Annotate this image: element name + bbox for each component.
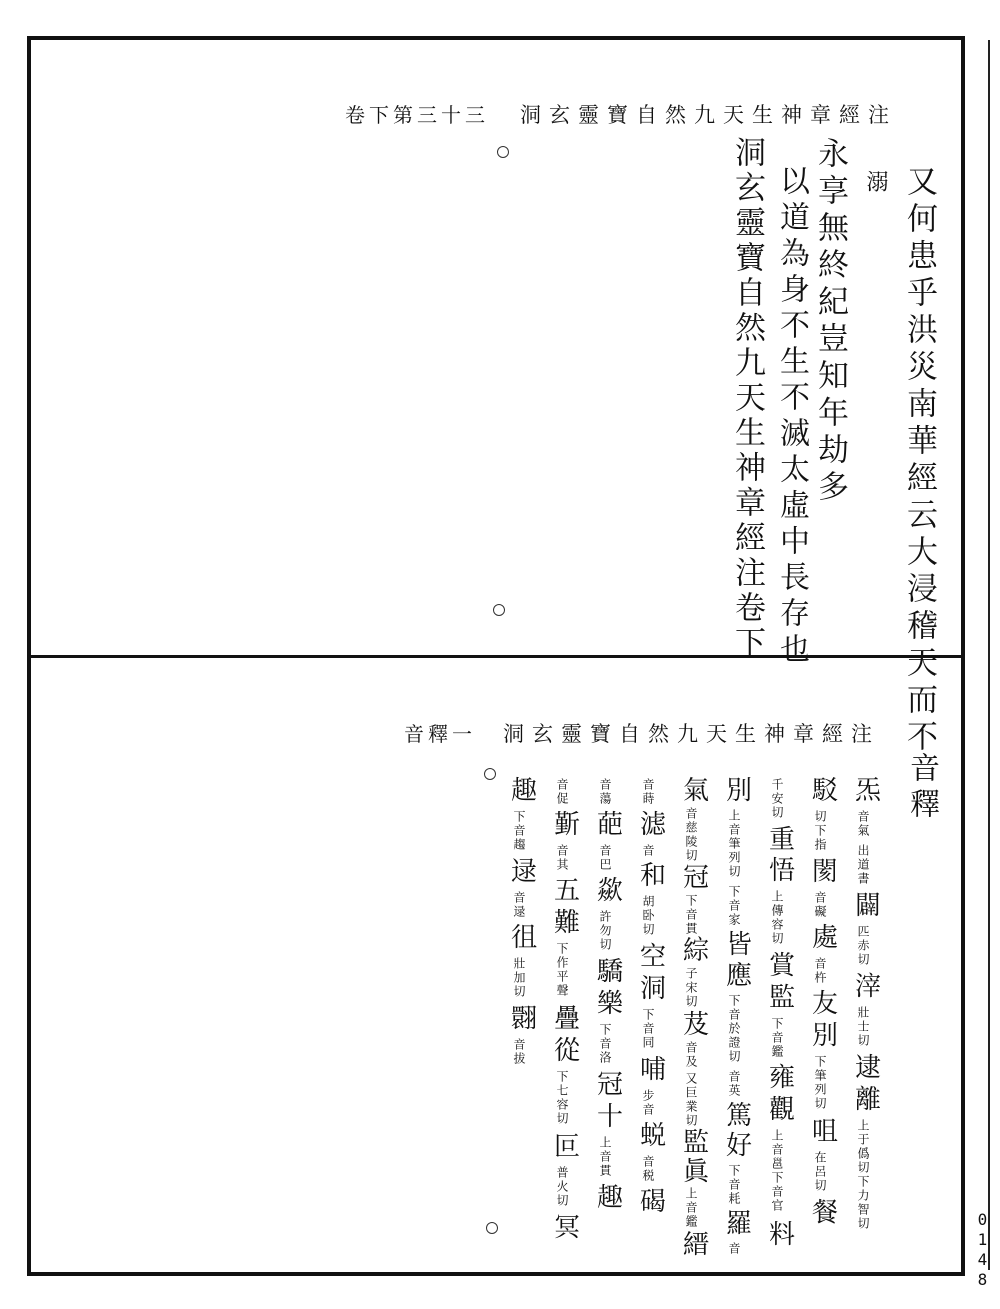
gloss-headword: 好 <box>726 1131 753 1162</box>
gloss-note: 音礙 <box>813 891 827 919</box>
gloss-note: 壯加切 <box>512 957 526 999</box>
gloss-note: 音氣 <box>856 810 870 838</box>
gloss-headword: 十 <box>597 1102 624 1132</box>
gloss-note: 下音耗 <box>727 1164 741 1207</box>
binding-hole <box>497 146 509 158</box>
gloss-headword: 空 <box>640 942 667 972</box>
gloss-headword: 哺 <box>640 1055 667 1085</box>
gloss-headword: 駁 <box>812 776 839 806</box>
gloss-headword: 冠 <box>597 1070 624 1100</box>
gloss-note: 上音貫 <box>598 1136 612 1178</box>
gloss-headword: 重 <box>769 824 796 855</box>
gloss-headword: 綜 <box>683 936 710 967</box>
gloss-headword: 叵 <box>554 1132 581 1162</box>
gloss-headword: 篤 <box>726 1100 753 1131</box>
page-divider <box>27 655 965 658</box>
gloss-note: 下音於證切 <box>727 993 741 1064</box>
gloss-headword: 冠 <box>683 862 710 893</box>
gloss-note: 音蒔 <box>641 778 655 806</box>
gloss-note: 匹赤切 <box>856 925 870 967</box>
gloss-note: 音蕩 <box>598 778 612 806</box>
binding-line <box>988 40 990 1270</box>
gloss-headword: 碣 <box>640 1187 667 1217</box>
gloss-headword: 閡 <box>812 857 839 887</box>
gloss-note: 上于僞切下力智切 <box>856 1119 870 1231</box>
gloss-headword: 歘 <box>597 876 624 906</box>
gloss-headword: 賞 <box>769 951 796 982</box>
gloss-headword: 和 <box>640 861 667 891</box>
gloss-note: 又巨業切 <box>684 1071 698 1128</box>
gloss-note: 下筆列切 <box>813 1055 827 1111</box>
gloss-headword: 監 <box>769 982 796 1013</box>
gloss-headword: 冥 <box>554 1213 581 1243</box>
gloss-headword: 處 <box>812 923 839 953</box>
text-column-5: 洞玄靈寶自然九天生神章經注卷下 <box>729 136 765 661</box>
gloss-headword: 別 <box>812 1021 839 1051</box>
gloss-note: 下作平聲 <box>555 942 569 998</box>
gloss-note: 子宋切 <box>684 967 698 1010</box>
section-title: 音釋 <box>904 752 939 824</box>
gloss-headword: 闢 <box>855 891 882 921</box>
gloss-note: 下音同 <box>641 1008 655 1050</box>
gloss-note: 步音 <box>641 1089 655 1117</box>
gloss-headword: 眞 <box>683 1156 710 1187</box>
top-header-volume: 卷下第三十三 <box>345 103 489 127</box>
gloss-headword: 餐 <box>812 1198 839 1228</box>
gloss-headword: 逯 <box>511 857 538 887</box>
gloss-note: 上傳容切 <box>770 889 784 946</box>
gloss-note: 音拔 <box>512 1038 526 1066</box>
gloss-note: 下音家 <box>727 884 741 927</box>
gloss-headword: 雍 <box>769 1063 796 1094</box>
gloss-note: 出道書 <box>856 844 870 886</box>
text-column-3: 永享無終紀豈知年劫多 <box>812 137 848 507</box>
gloss-headword: 趣 <box>597 1183 624 1213</box>
gloss-note: 在呂切 <box>813 1151 827 1193</box>
gloss-note: 許勿切 <box>598 910 612 952</box>
text-column-2: 溺 <box>863 170 888 198</box>
gloss-note: 普火切 <box>555 1166 569 1208</box>
binding-hole <box>486 1222 498 1234</box>
gloss-note: 音税 <box>641 1155 655 1183</box>
gloss-headword: 翾 <box>511 1004 538 1034</box>
gloss-note: 音逯 <box>512 891 526 919</box>
gloss-note: 上音鑑 <box>684 1187 698 1230</box>
gloss-headword: 樂 <box>597 989 624 1019</box>
gloss-headword: 皆 <box>726 930 753 961</box>
gloss-note: 下音趨 <box>512 810 526 852</box>
gloss-headword: 逮 <box>855 1053 882 1083</box>
gloss-headword: 蜕 <box>640 1121 667 1151</box>
gloss-note: 下七容切 <box>555 1070 569 1126</box>
gloss-note: 千安切 <box>770 778 784 820</box>
binding-hole <box>484 768 496 780</box>
gloss-headword: 疊 <box>554 1004 581 1034</box>
gloss-headword: 羅 <box>726 1209 753 1240</box>
gloss-note: 胡卧切 <box>641 895 655 937</box>
gloss-headword: 監 <box>683 1127 710 1158</box>
gloss-note: 下音鑑 <box>770 1016 784 1059</box>
gloss-note: 壯士切 <box>856 1006 870 1048</box>
gloss-headword: 徂 <box>511 923 538 953</box>
binding-hole <box>493 604 505 616</box>
gloss-headword: 咀 <box>812 1117 839 1147</box>
gloss-headword: 洞 <box>640 974 667 1004</box>
gloss-headword: 悟 <box>769 856 796 887</box>
gloss-headword: 離 <box>855 1085 882 1115</box>
gloss-headword: 料 <box>769 1219 796 1250</box>
gloss-headword: 從 <box>554 1036 581 1066</box>
page-number: 0148 <box>973 1210 992 1290</box>
gloss-headword: 滓 <box>855 972 882 1002</box>
gloss-note: 下音貫 <box>684 893 698 936</box>
gloss-note: 音其 <box>555 844 569 872</box>
top-header-title: 洞玄靈寶自然九天生神章經注 <box>520 103 897 127</box>
gloss-note: 上音筆列切 <box>727 808 741 879</box>
gloss-note: 音促 <box>555 778 569 806</box>
gloss-headword: 友 <box>812 989 839 1019</box>
gloss-headword: 氣 <box>683 776 710 806</box>
text-column-1: 又何患乎洪災南華經云大浸稽天而不 <box>901 165 937 757</box>
text-column-4: 以道為身不生不滅太虛中長存也 <box>774 165 809 669</box>
gloss-headword: 應 <box>726 960 753 991</box>
gloss-headword: 葩 <box>597 810 624 840</box>
gloss-note: 音 <box>641 844 655 858</box>
bottom-header-title: 洞玄靈寶自然九天生神章經注 <box>503 722 880 746</box>
gloss-headword: 滤 <box>640 810 667 840</box>
gloss-note: 音 <box>727 1242 741 1257</box>
gloss-note: 音及 <box>684 1040 698 1069</box>
gloss-note: 上音邕下音官 <box>770 1128 784 1213</box>
gloss-headword: 五 <box>554 876 581 906</box>
gloss-headword: 趣 <box>511 776 538 806</box>
gloss-headword: 縉 <box>683 1230 710 1261</box>
gloss-note: 音巴 <box>598 844 612 872</box>
gloss-headword: 觀 <box>769 1094 796 1125</box>
gloss-headword: 別 <box>726 776 753 806</box>
gloss-headword: 斳 <box>554 810 581 840</box>
gloss-headword: 驕 <box>597 957 624 987</box>
gloss-note: 音慈陵切 <box>684 806 698 863</box>
gloss-note: 音英 <box>727 1069 741 1098</box>
gloss-note: 音杵 <box>813 957 827 985</box>
gloss-headword: 炁 <box>855 776 882 806</box>
gloss-note: 下音洛 <box>598 1023 612 1065</box>
bottom-header-volume: 音釋一 <box>404 722 476 746</box>
gloss-note: 切下指 <box>813 810 827 852</box>
gloss-headword: 難 <box>554 908 581 938</box>
gloss-headword: 芨 <box>683 1009 710 1040</box>
